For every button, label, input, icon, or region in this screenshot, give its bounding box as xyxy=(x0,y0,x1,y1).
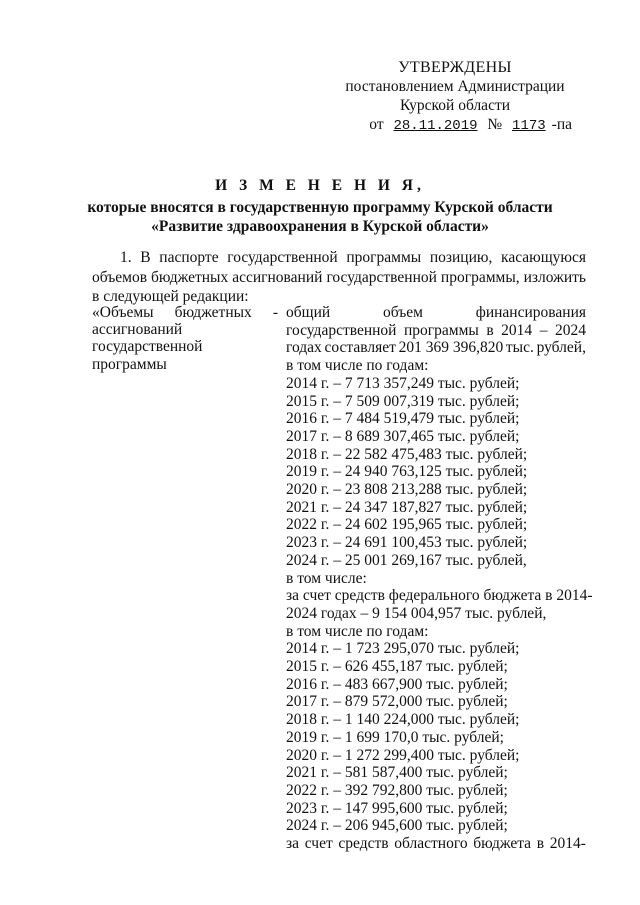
funding-line: 2015 г. – 626 455,187 тыс. рублей; xyxy=(286,658,508,676)
funding-line: в том числе по годам: xyxy=(286,622,429,640)
number-label: № xyxy=(487,116,503,133)
funding-line-total-1 xyxy=(286,304,586,322)
funding-line-total-2-word: 2024 xyxy=(554,321,586,339)
funding-line-regional xyxy=(286,835,586,853)
funding-line: 2018 г. – 1 140 224,000 тыс. рублей; xyxy=(286,711,520,729)
funding-line-regional-word: областного xyxy=(394,835,468,853)
funding-line: 2023 г. – 24 691 100,453 тыс. рублей; xyxy=(286,534,528,552)
funding-line-regional-word: средств xyxy=(338,835,389,853)
funding-line-total-3-word: рублей, xyxy=(536,339,586,357)
funding-line: 2016 г. – 7 484 519,479 тыс. рублей; xyxy=(286,410,520,428)
position-label-line-4: программы xyxy=(92,355,167,373)
funding-line: в том числе по годам: xyxy=(286,357,429,375)
position-label-line-1 xyxy=(92,304,278,321)
paragraph-1: 1. В паспорте государственной программы позицию, касающуюся объемов бюджетных ассигнований государственной программы, изложить в следующей редакции: xyxy=(92,249,586,305)
funding-line: 2019 г. – 1 699 170,0 тыс. рублей; xyxy=(286,728,504,746)
position-label-line-2: ассигнований xyxy=(92,321,183,339)
funding-line: 2019 г. – 24 940 763,125 тыс. рублей; xyxy=(286,463,528,481)
funding-line: 2016 г. – 483 667,900 тыс. рублей; xyxy=(286,675,508,693)
funding-line: 2020 г. – 1 272 299,400 тыс. рублей; xyxy=(286,746,520,764)
funding-line-total-3-word: составляет xyxy=(324,339,396,357)
funding-line-total-1-word: общий xyxy=(286,304,331,321)
from-label: от xyxy=(369,116,384,133)
funding-line-regional-word: счет xyxy=(304,835,333,853)
position-label-line-3: государственной xyxy=(92,338,203,356)
funding-line: 2014 г. – 1 723 295,070 тыс. рублей; xyxy=(286,640,520,658)
funding-line-total-2-word: в xyxy=(486,321,494,339)
funding-line: 2017 г. – 879 572,000 тыс. рублей; xyxy=(286,693,508,711)
funding-line: 2024 г. – 206 945,600 тыс. рублей; xyxy=(286,817,508,835)
approval-date: 28.11.2019 xyxy=(393,118,478,134)
title-program-name: «Развитие здравоохранения в Курской области» xyxy=(151,218,489,235)
document-title xyxy=(60,176,580,236)
funding-line-total-1-word: объем xyxy=(383,304,423,321)
position-label xyxy=(92,304,278,373)
funding-line: 2014 г. – 7 713 357,249 тыс. рублей; xyxy=(286,374,520,392)
number-suffix: -па xyxy=(551,116,572,133)
approval-stamp xyxy=(320,58,590,136)
funding-line-total-3-word: годах xyxy=(286,339,322,357)
funding-line-regional-word: бюджета xyxy=(473,835,532,853)
position-word-1: «Объемы xyxy=(92,304,154,321)
funding-line: 2022 г. – 24 602 195,965 тыс. рублей; xyxy=(286,516,528,534)
funding-line: в том числе: xyxy=(286,569,367,587)
funding-line-total-2-word: – xyxy=(539,321,548,339)
title-heading: И З М Е Н Е Н И Я, xyxy=(215,177,425,194)
funding-line: 2024 г. – 25 001 269,167 тыс. рублей, xyxy=(286,551,527,569)
position-word-2: бюджетных xyxy=(174,304,252,321)
funding-line: 2015 г. – 7 509 007,319 тыс. рублей; xyxy=(286,392,520,410)
funding-line: 2022 г. – 392 792,800 тыс. рублей; xyxy=(286,781,508,799)
position-dash: - xyxy=(272,304,278,321)
funding-line-total-2-word: 2014 xyxy=(501,321,533,339)
funding-line: 2023 г. – 147 995,600 тыс. рублей; xyxy=(286,799,508,817)
approval-date-line xyxy=(320,115,590,136)
approval-number: 1173 xyxy=(512,118,546,134)
funding-line-regional-word: 2014- xyxy=(549,835,586,853)
funding-line: 2021 г. – 581 587,400 тыс. рублей; xyxy=(286,764,508,782)
funding-line: 2020 г. – 23 808 213,288 тыс. рублей; xyxy=(286,481,528,499)
funding-line: за счет средств федерального бюджета в 2014- xyxy=(286,587,593,605)
funding-line: 2024 годах – 9 154 004,957 тыс. рублей, xyxy=(286,604,547,622)
approval-region: Курской области xyxy=(399,97,511,114)
funding-line-total-2-word: государственной xyxy=(286,321,397,339)
title-subject: которые вносятся в государственную программу Курской области xyxy=(87,199,553,216)
funding-line: 2017 г. – 8 689 307,465 тыс. рублей; xyxy=(286,427,520,445)
funding-text xyxy=(286,304,593,853)
approval-authority: постановлением Администрации xyxy=(345,78,565,95)
funding-line-total-3-word: тыс. xyxy=(505,339,534,357)
funding-line: 2018 г. – 22 582 475,483 тыс. рублей; xyxy=(286,445,528,463)
funding-line-regional-word: за xyxy=(286,835,300,853)
approval-title: УТВЕРЖДЕНЫ xyxy=(398,59,512,76)
funding-line-regional-word: в xyxy=(536,835,545,853)
funding-line-total-2-word: программы xyxy=(403,321,479,339)
funding-line-total-3 xyxy=(286,339,586,357)
funding-line: 2021 г. – 24 347 187,827 тыс. рублей; xyxy=(286,498,528,516)
funding-line-total-1-word: финансирования xyxy=(475,304,586,321)
funding-line-total-2 xyxy=(286,322,586,340)
funding-line-total-3-word: 201 369 396,820 xyxy=(398,339,504,357)
